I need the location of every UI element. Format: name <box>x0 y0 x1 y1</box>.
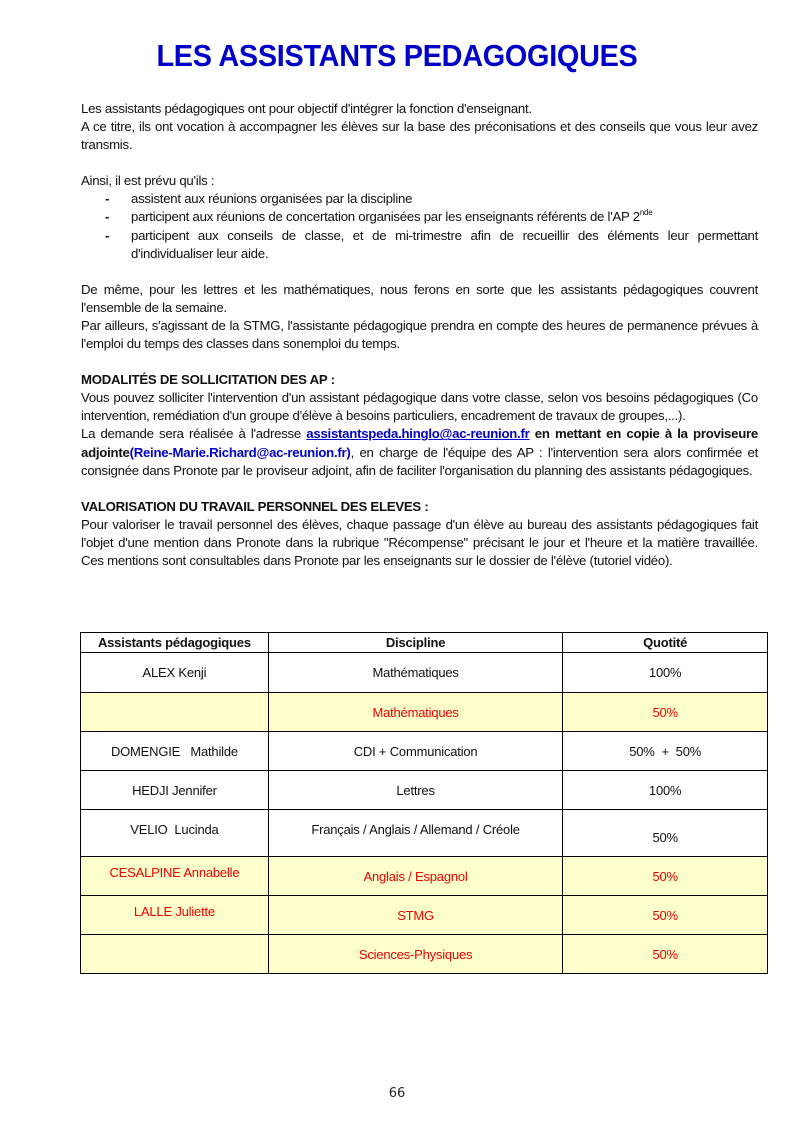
table-row <box>81 693 768 732</box>
cell-quotite: 50% <box>563 810 768 857</box>
cell-quotite: 50% <box>563 896 768 935</box>
cell-discipline: Lettres <box>268 771 562 810</box>
email-link-proviseure[interactable]: (Reine-Marie.Richard@ac-reunion.fr) <box>129 444 351 460</box>
coverage-paragraph-1: De même, pour les lettres et les mathématiques, nous ferons en sorte que les assistants pédagogiques couvrent l'ensemble de la semaine. <box>81 281 758 315</box>
column-header-discipline: Discipline <box>268 633 562 653</box>
cell-name <box>81 935 269 974</box>
cell-quotite: 100% <box>563 653 768 693</box>
dash-bullet-icon: - <box>105 209 110 225</box>
cell-name: ALEX Kenji <box>81 653 269 693</box>
modalites-paragraph-2: La demande sera réalisée à l'adresse assistantspeda.hinglo@ac-reunion.fr en mettant en copie à la proviseure adjointe(Reine-Marie.Richard@ac-reunion.fr), en charge de l'équipe des AP : l'intervention sera alors confirmée et consignée dans Pronote par le proviseur adjoint, afin de faciliter l'organisation du planning des assistants pédagogiques. <box>81 426 758 478</box>
table-row <box>81 810 768 857</box>
intro-line-1: Les assistants pédagogiques ont pour objectif d'intégrer la fonction d'enseignant. <box>81 101 532 116</box>
cell-discipline: Sciences-Physiques <box>268 935 562 974</box>
valorisation-heading: VALORISATION DU TRAVAIL PERSONNEL DES ELEVES : <box>81 498 429 514</box>
cell-discipline: Mathématiques <box>268 653 562 693</box>
column-header-assistants: Assistants pédagogiques <box>81 633 269 653</box>
cell-quotite: 50% + 50% <box>563 732 768 771</box>
cell-quotite: 50% <box>563 935 768 974</box>
table-row <box>81 653 768 693</box>
cell-discipline: Anglais / Espagnol <box>268 857 562 896</box>
dash-bullet-icon: - <box>105 227 110 243</box>
cell-name <box>81 693 269 732</box>
cell-name: HEDJI Jennifer <box>81 771 269 810</box>
cell-name: DOMENGIE Mathilde <box>81 732 269 771</box>
document-body <box>81 100 758 570</box>
cell-name: CESALPINE Annabelle <box>81 857 269 896</box>
cell-discipline: Mathématiques <box>268 693 562 732</box>
table-row <box>81 935 768 974</box>
page-title: LES ASSISTANTS PEDAGOGIQUES <box>156 38 638 73</box>
table-row <box>81 732 768 771</box>
cell-discipline: Français / Anglais / Allemand / Créole <box>268 810 562 857</box>
dash-bullet-icon: - <box>105 191 110 207</box>
table-header-row <box>81 633 768 653</box>
intro-line-2: A ce titre, ils ont vocation à accompagner les élèves sur la base des préconisations et des conseils que vous leur avez transmis. <box>81 119 758 153</box>
cell-discipline: STMG <box>268 896 562 935</box>
cell-quotite: 100% <box>563 771 768 810</box>
list-item: - participent aux réunions de concertation organisées par les enseignants référents de l'AP 2nde <box>81 208 758 226</box>
planned-list <box>81 190 758 262</box>
cell-quotite: 50% <box>563 857 768 896</box>
page-number: 66 <box>388 1086 406 1101</box>
table-row <box>81 771 768 810</box>
email-link-ap[interactable]: assistantspeda.hinglo@ac-reunion.fr <box>306 426 530 442</box>
list-item: - participent aux conseils de classe, et de mi-trimestre afin de recueillir des éléments leur permettant d'individualiser leur aide. <box>105 227 758 261</box>
valorisation-paragraph: Pour valoriser le travail personnel des élèves, chaque passage d'un élève au bureau des assistants pédagogiques fait l'objet d'une mention dans Pronote dans la rubrique "Récompense" précisant le jour et l'heure et la matière travaillée. Ces mentions sont consultables dans Pronote par les enseignants sur le dossier de l'élève (tutoriel vidéo). <box>81 516 758 568</box>
table-row <box>81 857 768 896</box>
cell-name: LALLE Juliette <box>81 896 269 935</box>
cell-name: VELIO Lucinda <box>81 810 269 857</box>
modalites-paragraph-1: Vous pouvez solliciter l'intervention d'un assistant pédagogique dans votre classe, selon vos besoins pédagogiques (Co intervention, remédiation d'un groupe d'élève à besoins particuliers, encadrement de travaux de groupes,...). <box>81 390 758 424</box>
superscript: nde <box>639 208 653 218</box>
list-item: - assistent aux réunions organisées par la discipline <box>81 190 758 208</box>
planned-lead: Ainsi, il est prévu qu'ils : <box>81 173 215 189</box>
table-row <box>81 896 768 935</box>
modalites-heading: MODALITÉS DE SOLLICITATION DES AP : <box>81 372 335 388</box>
cell-quotite: 50% <box>563 693 768 732</box>
coverage-paragraph-2: Par ailleurs, s'agissant de la STMG, l'assistante pédagogique prendra en compte des heures de permanence prévues à l'emploi du temps des classes dans sonemploi du temps. <box>81 317 758 352</box>
assistants-table <box>80 632 768 974</box>
column-header-quotite: Quotité <box>563 633 768 653</box>
cell-discipline: CDI + Communication <box>268 732 562 771</box>
